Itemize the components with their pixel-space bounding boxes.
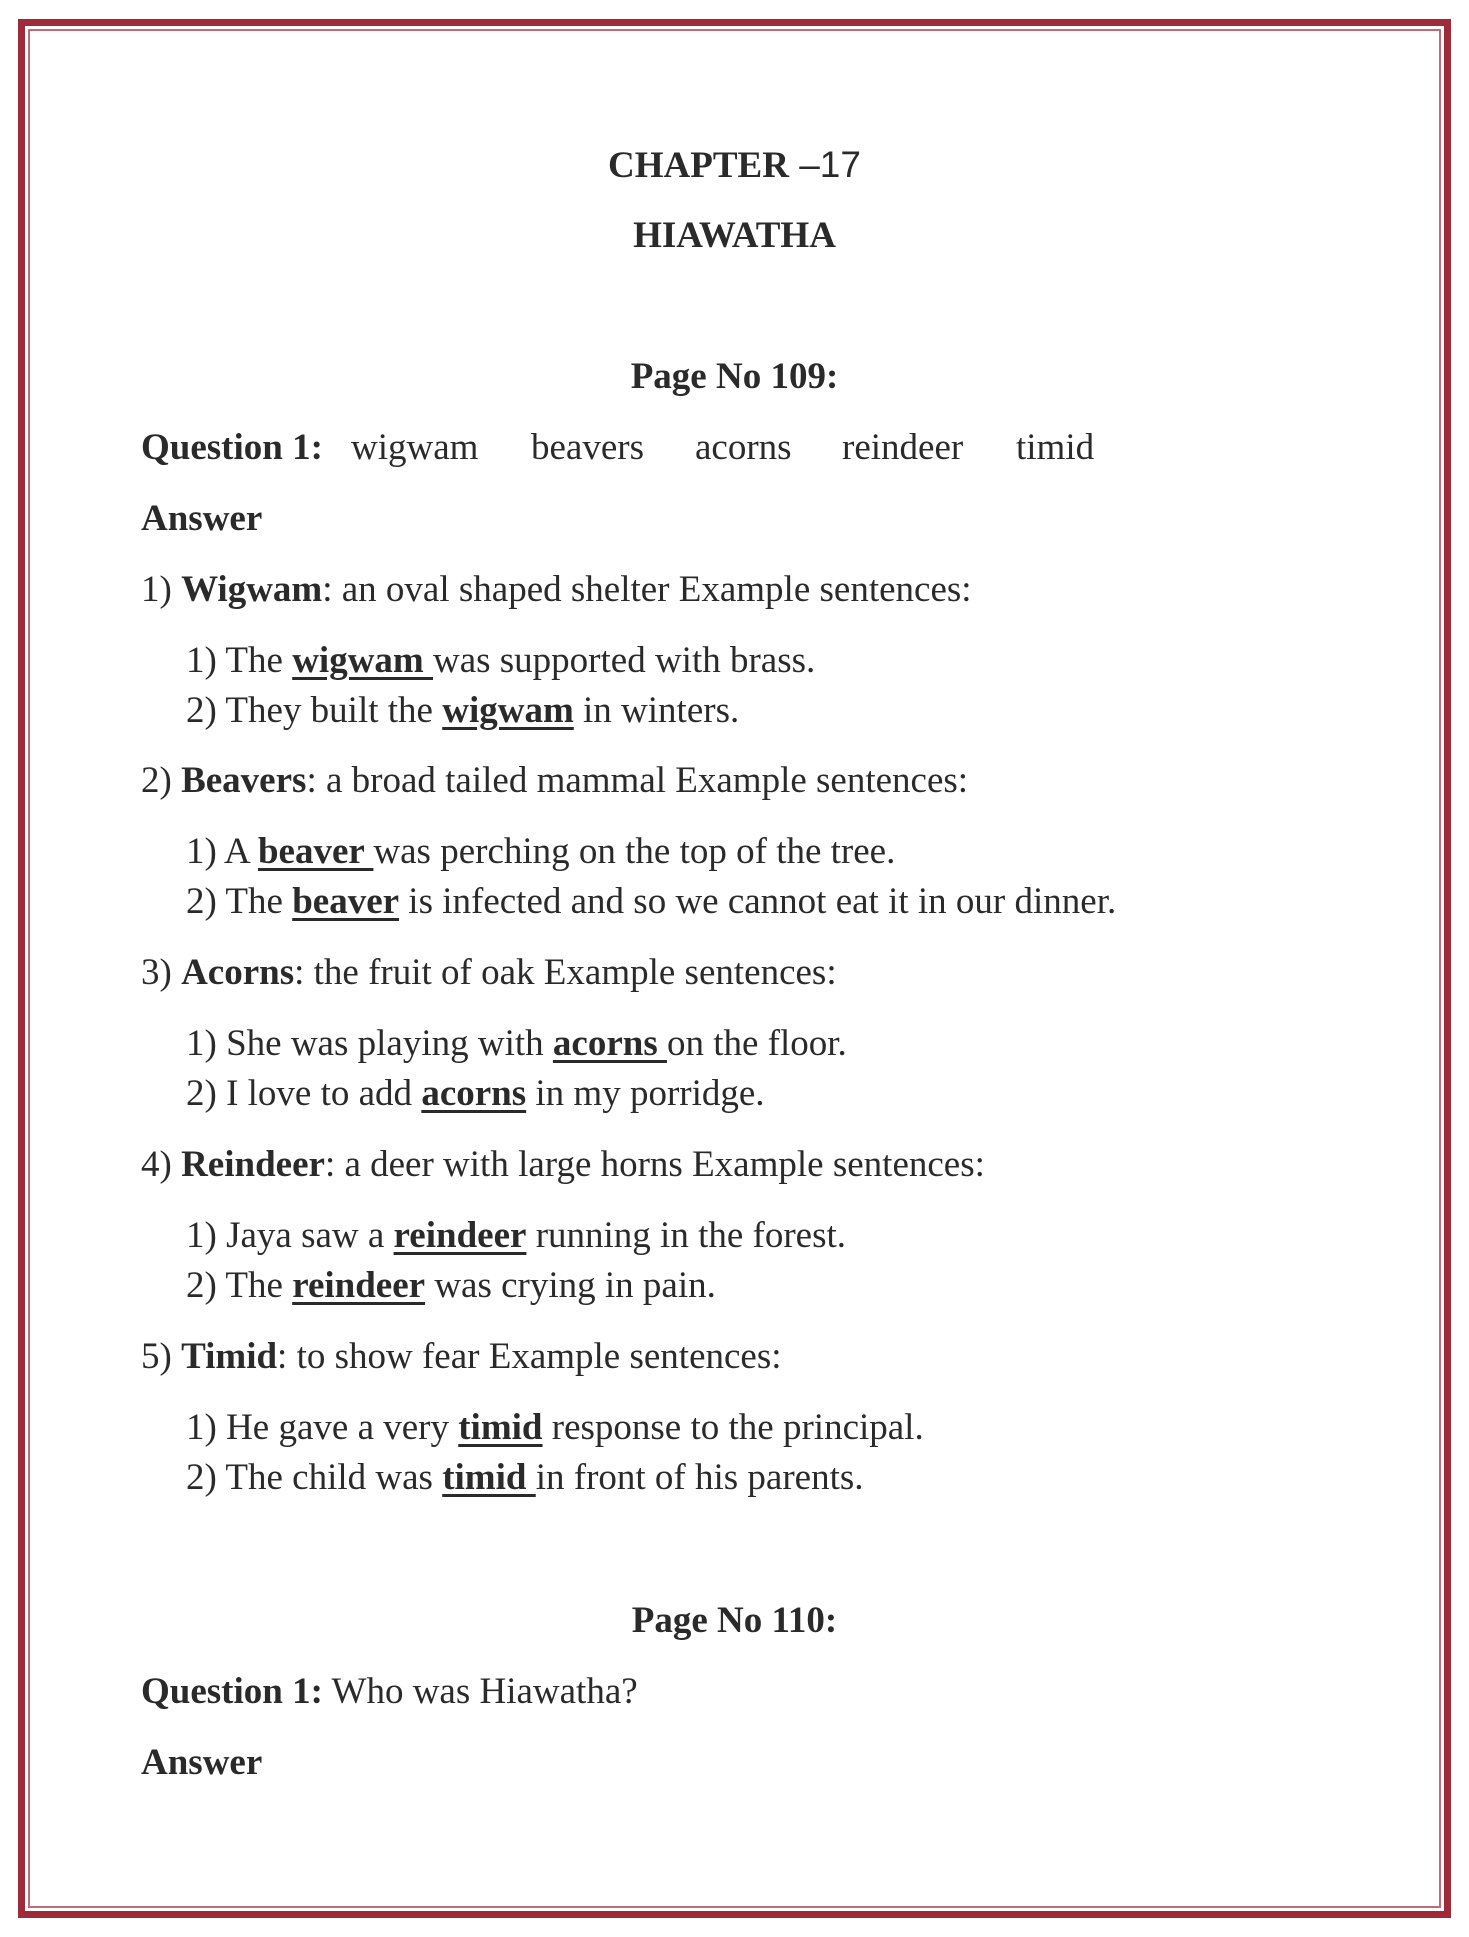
definition-item	[141, 1335, 782, 1379]
definition-number: 5)	[141, 1336, 182, 1377]
example-sentence	[186, 689, 739, 733]
definition-item	[141, 1143, 985, 1187]
definition-number: 4)	[141, 1144, 182, 1185]
example-number: 1)	[186, 1407, 227, 1448]
example-number: 1)	[186, 640, 226, 681]
question-label: Question 1:	[141, 427, 323, 468]
example-sentence	[186, 1214, 846, 1258]
example-sentence	[186, 1072, 765, 1116]
example-text-after: in winters.	[573, 690, 740, 731]
definition-number: 2)	[141, 760, 182, 801]
page-number-heading-2: Page No 110:	[631, 1600, 838, 1641]
example-number: 2)	[186, 1457, 226, 1498]
chapter-heading	[0, 143, 1469, 188]
definition-number: 3)	[141, 952, 182, 993]
vocab-word: beavers	[531, 427, 644, 468]
chapter-title: HIAWATHA	[633, 215, 836, 256]
definition-item	[141, 951, 837, 995]
example-text-after: was supported with brass.	[432, 640, 816, 681]
vocab-word: wigwam	[351, 427, 479, 468]
example-text-before: He gave a very	[226, 1407, 459, 1448]
example-number: 1)	[186, 1215, 227, 1256]
example-text-before: Jaya saw a	[226, 1215, 394, 1256]
chapter-number: 17	[819, 144, 861, 185]
example-number: 2)	[186, 881, 226, 922]
example-text-before: A	[224, 831, 258, 872]
example-text-after: in front of his parents.	[535, 1457, 864, 1498]
example-sentence	[186, 830, 895, 874]
page-number-heading: Page No 109:	[630, 356, 839, 397]
definition-term: Acorns	[181, 952, 295, 993]
example-number: 1)	[186, 1023, 227, 1064]
vocab-word: reindeer	[842, 427, 964, 468]
definition-term: Beavers	[181, 760, 307, 801]
definition-item	[141, 568, 972, 612]
vocab-word: acorns	[695, 427, 792, 468]
example-text-before: The child was	[225, 1457, 443, 1498]
chapter-dash: –	[788, 144, 820, 185]
example-sentence	[186, 1456, 864, 1500]
example-text-after: on the floor.	[666, 1023, 847, 1064]
question-label: Question 1:	[141, 1671, 323, 1712]
example-highlight-word: timid	[458, 1407, 543, 1448]
example-number: 2)	[186, 690, 226, 731]
example-text-after: is infected and so we cannot eat it in our dinner.	[399, 881, 1117, 922]
example-number: 2)	[186, 1073, 227, 1114]
example-highlight-word: wigwam	[442, 690, 574, 731]
example-text-after: response to the principal.	[542, 1407, 924, 1448]
example-text-before: She was playing with	[226, 1023, 553, 1064]
example-sentence	[186, 1264, 716, 1308]
answer-label-2: Answer	[141, 1742, 263, 1783]
definition-term: Timid	[181, 1336, 278, 1377]
example-highlight-word: reindeer	[393, 1215, 527, 1256]
definition-text: : a broad tailed mammal Example sentences:	[306, 760, 969, 801]
example-highlight-word: acorns	[552, 1023, 667, 1064]
answer-label: Answer	[141, 498, 263, 539]
example-text-after: was perching on the top of the tree.	[373, 831, 896, 872]
example-text-before: The	[225, 640, 293, 681]
question-text: Who was Hiawatha?	[322, 1671, 638, 1712]
example-highlight-word: reindeer	[292, 1265, 426, 1306]
example-number: 2)	[186, 1265, 226, 1306]
vocab-word: timid	[1016, 427, 1095, 468]
example-text-before: I love to add	[226, 1073, 422, 1114]
example-text-after: in my porridge.	[526, 1073, 765, 1114]
example-highlight-word: timid	[442, 1457, 536, 1498]
example-text-after: was crying in pain.	[425, 1265, 716, 1306]
definition-term: Reindeer	[181, 1144, 325, 1185]
example-sentence	[186, 639, 815, 683]
question-2-line	[141, 1670, 638, 1714]
example-text-before: They built the	[225, 690, 443, 731]
example-number: 1)	[186, 831, 225, 872]
definition-term: Wigwam	[181, 569, 323, 610]
chapter-label: CHAPTER	[608, 145, 789, 186]
definition-item	[141, 759, 968, 803]
definition-number: 1)	[141, 569, 182, 610]
example-sentence	[186, 880, 1116, 924]
example-sentence	[186, 1022, 847, 1066]
example-text-after: running in the forest.	[526, 1215, 847, 1256]
example-highlight-word: acorns	[421, 1073, 527, 1114]
example-text-before: The	[225, 881, 293, 922]
example-text-before: The	[225, 1265, 293, 1306]
definition-text: : an oval shaped shelter Example sentences:	[322, 569, 972, 610]
example-sentence	[186, 1406, 924, 1450]
definition-text: : the fruit of oak Example sentences:	[294, 952, 837, 993]
definition-text: : to show fear Example sentences:	[277, 1336, 782, 1377]
question-1-line	[141, 426, 1341, 470]
example-highlight-word: beaver	[257, 831, 374, 872]
definition-text: : a deer with large horns Example sentences:	[324, 1144, 985, 1185]
example-highlight-word: beaver	[292, 881, 400, 922]
example-highlight-word: wigwam	[292, 640, 433, 681]
